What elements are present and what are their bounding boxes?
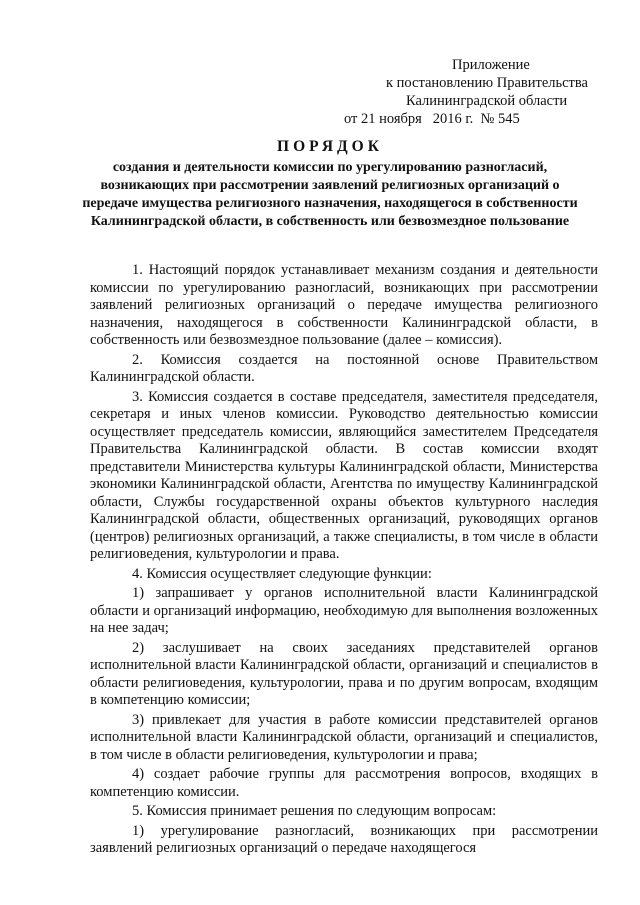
paragraph-4-item-3: 3) привлекает для участия в работе комиссии представителей органов исполнительной власти Калининградской области, организаций и специалистов, в том числе в области религиоведения, культурологии и права;: [90, 711, 598, 763]
paragraph-2: 2. Комиссия создается на постоянной основе Правительством Калининградской области.: [90, 351, 598, 385]
document-title-block: [80, 138, 580, 231]
appendix-date-number: от 21 ноября 2016 г. № 545: [344, 111, 520, 127]
appendix-resolution: к постановлению Правительства: [386, 75, 588, 91]
appendix-region: Калининградской области: [406, 93, 568, 109]
paragraph-3: 3. Комиссия создается в составе председателя, заместителя председателя, секретаря и иных членов комиссии. Руководство деятельностью комиссии осуществляет председатель комиссии, являющийся заместителем Председателя Правительства Калининградской области. В состав комиссии входят представители Министерства культуры Калининградской области, Министерства экономики Калининградской области, Агентства по имуществу Калининградской области, Службы государственной охраны объектов культурного наследия Калининградской области, общественных организаций, руководящих органов (центров) религиозных организаций, а также специалисты, в том числе в области религиоведения, культурологии и права.: [90, 388, 598, 562]
paragraph-5: 5. Комиссия принимает решения по следующим вопросам:: [132, 803, 497, 819]
paragraph-4-item-2: 2) заслушивает на своих заседаниях представителей органов исполнительной власти Калининградской области, организаций и специалистов в области религиоведения, культурологии, права и по другим вопросам, входящим в компетенцию комиссии;: [90, 639, 598, 708]
paragraph-4-item-4: 4) создает рабочие группы для рассмотрения вопросов, входящих в компетенцию комиссии.: [90, 766, 598, 800]
paragraph-4: 4. Комиссия осуществляет следующие функции:: [132, 565, 432, 582]
appendix-label: Приложение: [452, 57, 530, 73]
document-subtitle: создания и деятельности комиссии по урегулированию разногласий, возникающих при рассмотрении заявлений религиозных организаций о передаче имущества религиозного назначения, находящегося в собственности Калининградской области, в собственность или безвозмездное пользование: [82, 160, 578, 229]
paragraph-4-item-1: 1) запрашивает у органов исполнительной власти Калининградской области и организаций информацию, необходимую для выполнения возложенных на нее задач;: [90, 585, 598, 636]
paragraph-1: 1. Настоящий порядок устанавливает механизм создания и деятельности комиссии по урегулированию разногласий, возникающих при рассмотрении заявлений религиозных организаций о передаче имущества религиозного назначения, находящегося в собственности Калининградской области, в собственность или безвозмездное пользование (далее – комиссия).: [90, 262, 598, 348]
paragraph-5-item-1: 1) урегулирование разногласий, возникающих при рассмотрении заявлений религиозных организаций о передаче находящегося: [90, 822, 598, 856]
document-body: [90, 262, 598, 860]
document-title: ПОРЯДОК: [277, 138, 383, 155]
appendix-header: [340, 56, 610, 128]
